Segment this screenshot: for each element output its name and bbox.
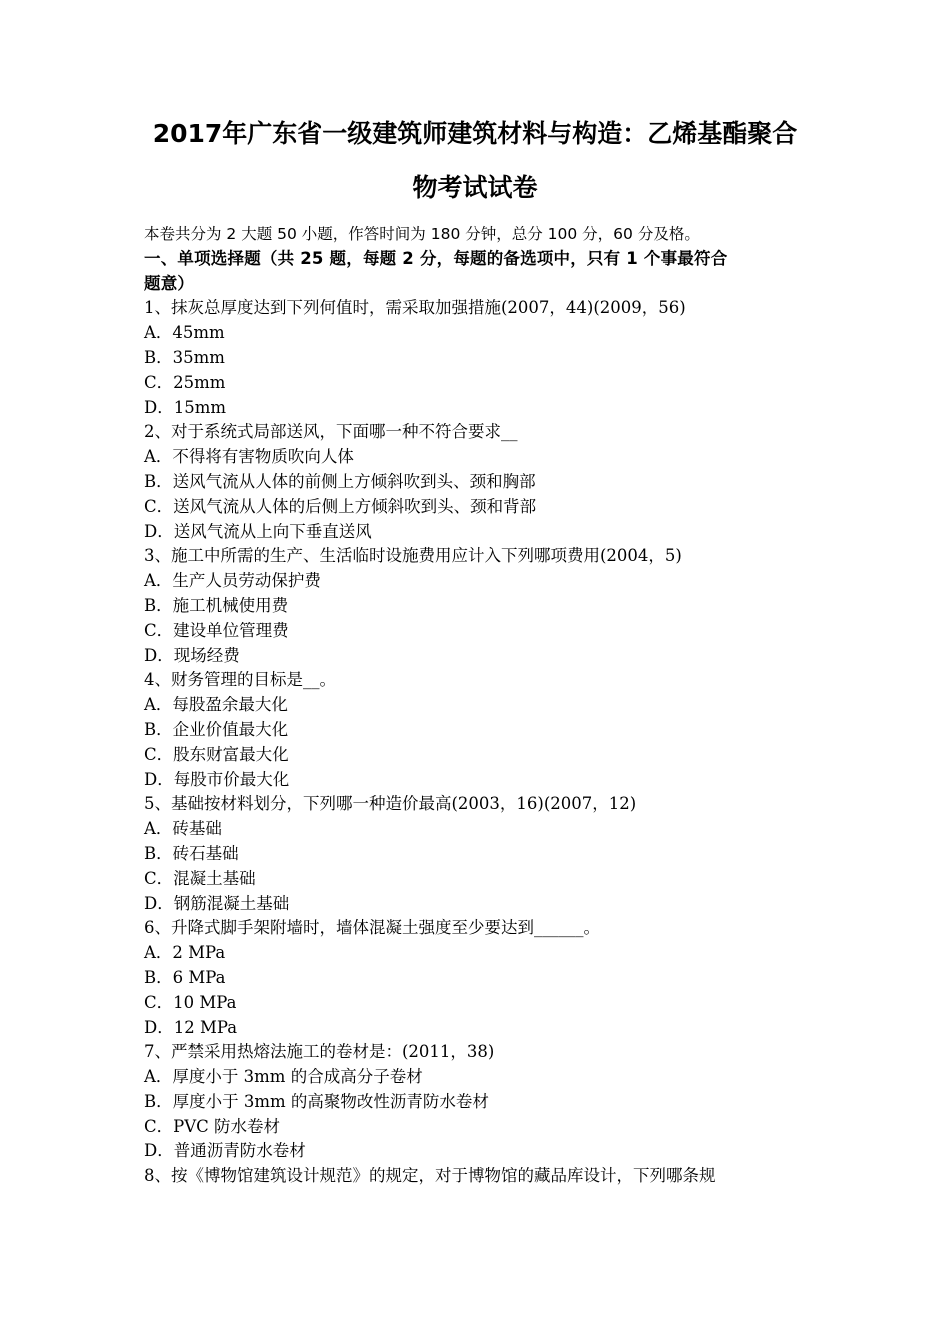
question-6-option-d: D．12 MPa [144, 1017, 238, 1037]
question-7-option-c: C．PVC 防水卷材 [144, 1116, 281, 1136]
question-1-stem: 1、抹灰总厚度达到下列何值时，需采取加强措施(2007，44)(2009，56) [144, 298, 686, 318]
question-6-option-b: B．6 MPa [144, 967, 226, 987]
question-1-option-b: B．35mm [144, 347, 225, 367]
question-5-option-d: D．钢筋混凝土基础 [144, 893, 290, 913]
question-7-option-d: D．普通沥青防水卷材 [144, 1141, 306, 1161]
question-7-option-b: B．厚度小于 3mm 的高聚物改性沥青防水卷材 [144, 1091, 489, 1111]
question-7-stem: 7、严禁采用热熔法施工的卷材是：(2011，38) [144, 1042, 495, 1062]
section-heading-line-1: 一、单项选择题（共 25 题，每题 2 分，每题的备选项中，只有 1 个事最符合 [144, 248, 728, 268]
question-4-option-d: D．每股市价最大化 [144, 769, 290, 789]
question-6-option-a: A．2 MPa [144, 943, 226, 963]
document-title-line-1: 2017年广东省一级建筑师建筑材料与构造：乙烯基酯聚合 [152, 119, 798, 148]
question-2-option-d: D．送风气流从上向下垂直送风 [144, 521, 372, 541]
question-4-option-a: A．每股盈余最大化 [144, 695, 288, 715]
question-4-option-b: B．企业价值最大化 [144, 719, 289, 739]
document-title-line-2: 物考试试卷 [412, 173, 538, 202]
question-6-option-c: C．10 MPa [144, 992, 237, 1012]
question-4-option-c: C．股东财富最大化 [144, 744, 289, 764]
question-5-stem: 5、基础按材料划分，下列哪一种造价最高(2003，16)(2007，12) [144, 794, 637, 814]
question-1-option-d: D．15mm [144, 397, 227, 417]
question-2-option-a: A．不得将有害物质吹向人体 [144, 447, 354, 467]
question-2-option-b: B．送风气流从人体的前侧上方倾斜吹到头、颈和胸部 [144, 471, 536, 491]
question-5-option-c: C．混凝土基础 [144, 868, 256, 888]
question-7-option-a: A．厚度小于 3mm 的合成高分子卷材 [144, 1067, 423, 1087]
question-2-option-c: C．送风气流从人体的后侧上方倾斜吹到头、颈和背部 [144, 496, 537, 516]
question-6-stem: 6、升降式脚手架附墙时，墙体混凝土强度至少要达到______。 [144, 918, 600, 938]
question-5-option-a: A．砖基础 [144, 819, 222, 839]
question-2-stem: 2、对于系统式局部送风，下面哪一种不符合要求__ [144, 422, 518, 442]
question-3-option-a: A．生产人员劳动保护费 [144, 571, 321, 591]
question-5-option-b: B．砖石基础 [144, 843, 239, 863]
question-3-stem: 3、施工中所需的生产、生活临时设施费用应计入下列哪项费用(2004，5) [144, 546, 682, 566]
section-heading-line-2: 题意） [144, 273, 195, 293]
exam-intro: 本卷共分为 2 大题 50 小题，作答时间为 180 分钟，总分 100 分，60 分及格。 [144, 225, 700, 243]
question-3-option-d: D．现场经费 [144, 645, 240, 665]
question-3-option-b: B．施工机械使用费 [144, 595, 289, 615]
question-4-stem: 4、财务管理的目标是__。 [144, 670, 336, 690]
question-8-stem: 8、按《博物馆建筑设计规范》的规定，对于博物馆的藏品库设计，下列哪条规 [144, 1166, 716, 1186]
document-body [144, 222, 812, 1189]
question-1-option-a: A．45mm [144, 323, 225, 343]
question-3-option-c: C．建设单位管理费 [144, 620, 289, 640]
question-1-option-c: C．25mm [144, 372, 226, 392]
